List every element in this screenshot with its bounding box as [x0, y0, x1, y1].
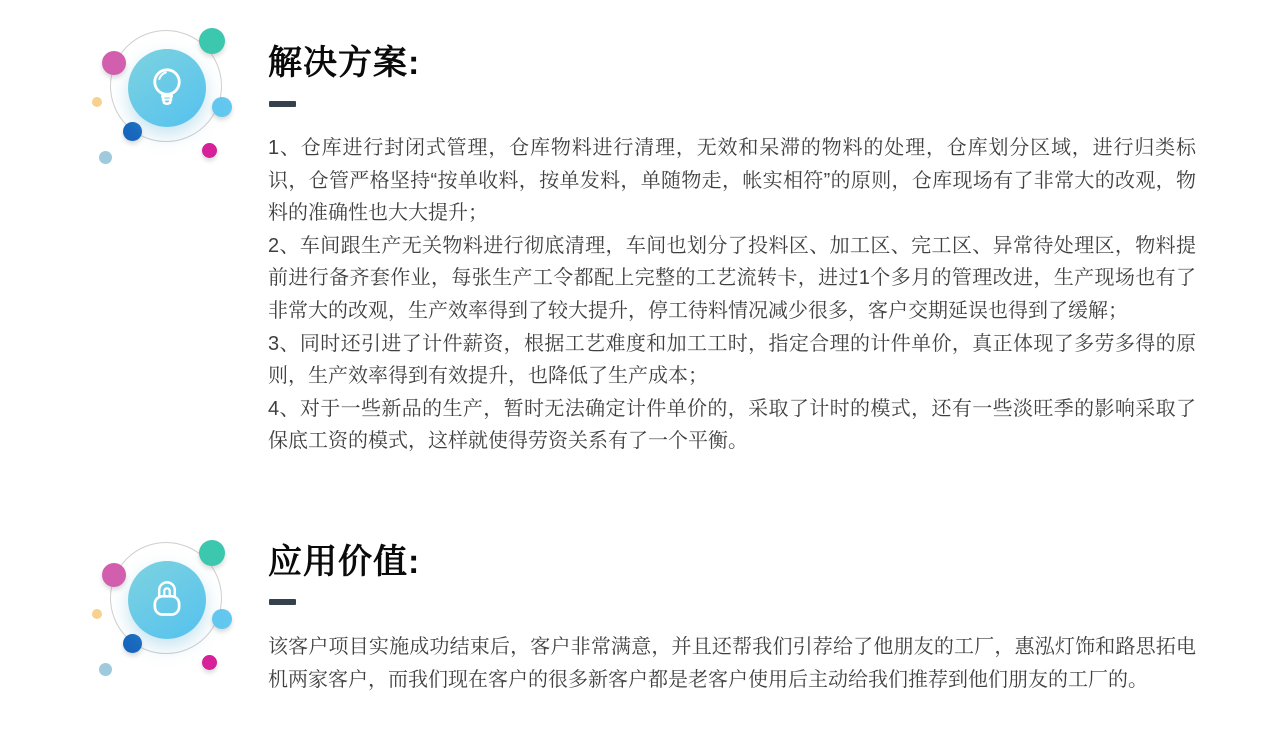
paragraph: 3、同时还引进了计件薪资，根据工艺难度和加工工时，指定合理的计件单价，真正体现了多劳多得的原则，生产效率得到有效提升，也降低了生产成本；: [268, 332, 1196, 388]
paragraph: 1、仓库进行封闭式管理，仓库物料进行清理，无效和呆滞的物料的处理，仓库划分区域，进行归类标识，仓管严格坚持“按单收料，按单发料，单随物走，帐实相符”的原则，仓库现场有了非常大的改观，物料的准确性也大大提升；: [268, 137, 1196, 225]
lightbulb-icon: [141, 62, 193, 114]
pale-blue-dot: [99, 151, 112, 164]
heading-dash: [269, 599, 296, 605]
magenta-dot: [202, 143, 217, 158]
section-heading: 应用价值:: [268, 543, 421, 581]
lock-icon: [141, 574, 193, 626]
icon-badge: [128, 561, 206, 639]
paragraph: 2、车间跟生产无关物料进行彻底清理，车间也划分了投料区、加工区、完工区、异常待处理区，物料提前进行备齐套作业，每张生产工令都配上完整的工艺流转卡，进过1个多月的管理改进，生产现场也有了非常大的改观，生产效率得到了较大提升，停工待料情况减少很多，客户交期延误也得到了缓解；: [268, 234, 1196, 322]
magenta-dot: [202, 655, 217, 670]
dark-blue-dot: [123, 634, 142, 653]
solution-text: [268, 132, 1196, 458]
sky-blue-dot: [212, 97, 232, 117]
section-heading: 解决方案:: [268, 44, 421, 82]
paragraph: 4、对于一些新品的生产，暂时无法确定计件单价的，采取了计时的模式，还有一些淡旺季的影响采取了保底工资的模式，这样就使得劳资关系有了一个平衡。: [268, 397, 1196, 453]
teal-dot: [199, 28, 225, 54]
pink-dot: [102, 563, 126, 587]
teal-dot: [199, 540, 225, 566]
dark-blue-dot: [123, 122, 142, 141]
pale-blue-dot: [99, 663, 112, 676]
pink-dot: [102, 51, 126, 75]
paragraph: 该客户项目实施成功结束后，客户非常满意，并且还帮我们引荐给了他朋友的工厂，惠泓灯饰和路思拓电机两家客户，而我们现在客户的很多新客户都是老客户使用后主动给我们推荐到他们朋友的工厂的。: [268, 636, 1196, 691]
icon-badge: [128, 49, 206, 127]
heading-dash: [269, 101, 296, 107]
cream-dot: [92, 609, 102, 619]
value-icon-cluster: [85, 520, 245, 690]
sky-blue-dot: [212, 609, 232, 629]
cream-dot: [92, 97, 102, 107]
solution-icon-cluster: [85, 8, 245, 178]
value-text: [268, 631, 1196, 696]
